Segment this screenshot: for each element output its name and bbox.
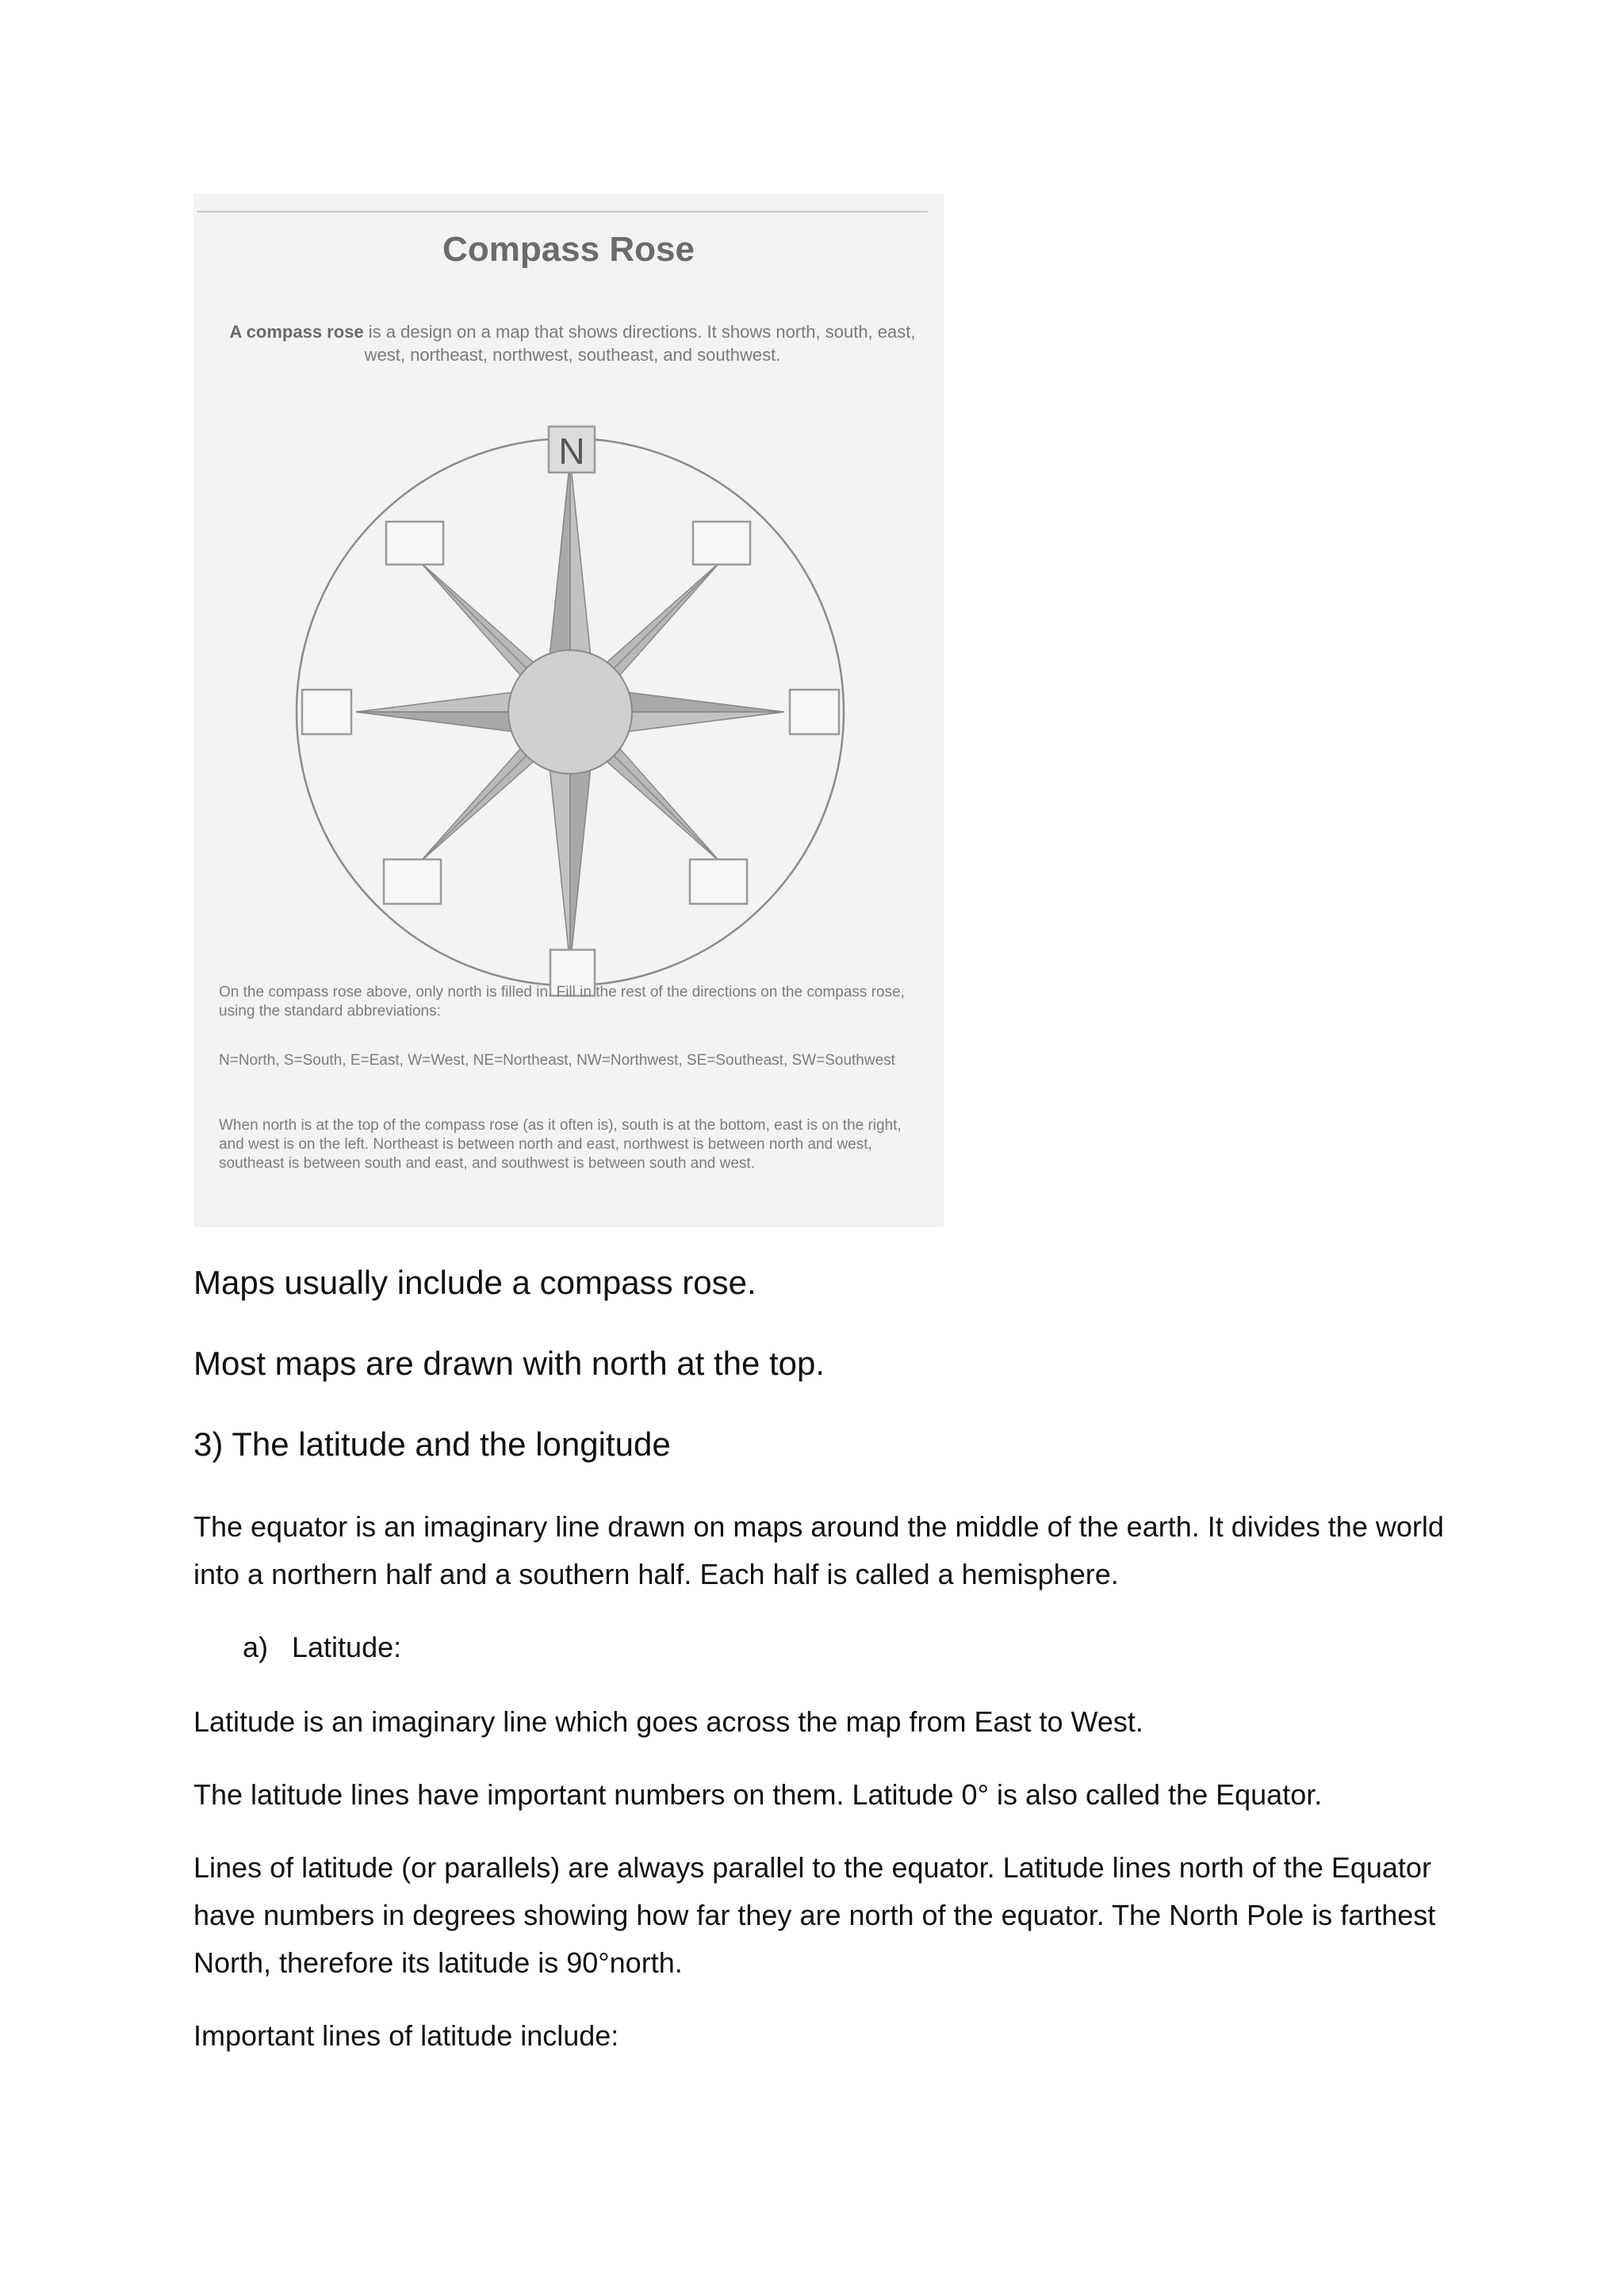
worksheet-abbreviations: N=North, S=South, E=East, W=West, NE=Northeast, NW=Northwest, SE=Southeast, SW=Southwest xyxy=(219,1052,895,1069)
equator-paragraph: The equator is an imaginary line drawn on maps around the middle of the earth. It divides the world into a northern half and a southern half. Each half is called a hemisphere. xyxy=(193,1510,1444,1590)
north-top-statement: Most maps are drawn with north at the top. xyxy=(193,1345,825,1382)
latitude-definition: Latitude is an imaginary line which goes across the map from East to West. xyxy=(193,1705,1143,1738)
compass-rose-statement: Maps usually include a compass rose. xyxy=(193,1264,756,1301)
latitude-parallels-paragraph: Lines of latitude (or parallels) are always parallel to the equator. Latitude lines north of the Equator have numbers in degrees showing how far they are north of the equator. The North Pole is farthest North, therefore its latitude is 90°north. xyxy=(193,1851,1436,1979)
north-label: N xyxy=(558,430,585,472)
list-marker: a) xyxy=(243,1631,269,1663)
compass-rose-worksheet-image xyxy=(193,193,944,1227)
southeast-box xyxy=(690,859,747,904)
important-latitude-lines-intro: Important lines of latitude include: xyxy=(193,2019,619,2052)
worksheet-instructions: On the compass rose above, only north is filled in. Fill in the rest of the directions on the compass rose, using the standard abbreviations: xyxy=(219,984,905,1020)
compass-rose-diagram xyxy=(193,193,944,1227)
worksheet-explanation: When north is at the top of the compass rose (as it often is), south is at the bottom, east is on the right, and west is on the left. Northeast is between north and east, northwest is between north and west, southeast is between south and east, and southwest is between south and west. xyxy=(219,1117,902,1172)
compass-center-circle xyxy=(508,650,632,774)
list-item-latitude xyxy=(243,1627,401,1668)
southwest-box xyxy=(384,859,441,904)
worksheet-intro-term: A compass rose xyxy=(229,322,364,342)
west-box xyxy=(302,690,351,734)
worksheet-intro-text: is a design on a map that shows directions. It shows north, south, east, west, northeast, northwest, southeast, and southwest. xyxy=(363,322,916,365)
latitude-numbers-paragraph: The latitude lines have important numbers on them. Latitude 0° is also called the Equator. xyxy=(193,1778,1323,1811)
northwest-box xyxy=(386,522,443,564)
section-heading-latitude-longitude: 3) The latitude and the longitude xyxy=(193,1425,671,1463)
worksheet-title: Compass Rose xyxy=(442,230,695,269)
northeast-box xyxy=(693,522,750,564)
list-item-label: Latitude: xyxy=(292,1631,402,1663)
east-box xyxy=(790,690,839,734)
